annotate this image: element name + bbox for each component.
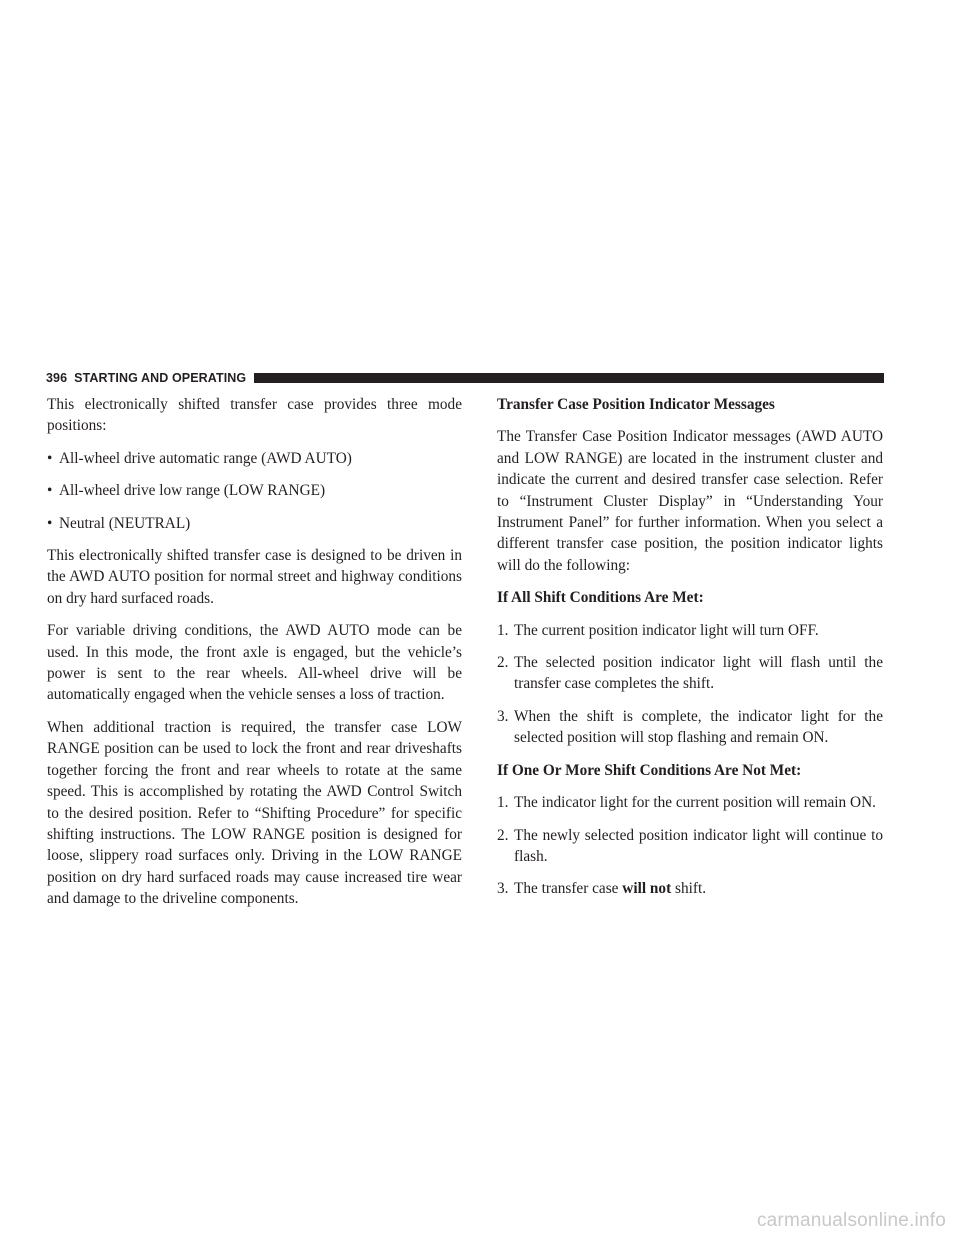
bullet-item (47, 480, 462, 501)
bullet-icon: • (47, 514, 53, 532)
bullet-item (47, 448, 462, 469)
step-number: 2. (497, 826, 509, 844)
site-watermark: carmanualsonline.info (756, 1210, 946, 1231)
step-item (497, 706, 883, 749)
step-number: 3. (497, 707, 509, 725)
step-number: 1. (497, 621, 509, 639)
page-header (46, 369, 884, 387)
step-text-start: The transfer case (514, 880, 623, 898)
bullet-text: All-wheel drive low range (LOW RANGE) (59, 482, 326, 500)
step-item (497, 825, 883, 868)
intro-paragraph: The Transfer Case Position Indicator messages (AWD AUTO and LOW RANGE) are located in the instrument cluster and indicate the current and desired transfer case selection. Refer to “Instrument Cluster Display” in “Understanding Your Instrument Panel” for further information. When you select a different transfer case position, the position indicator lights will do the following: (497, 428, 883, 574)
conditions-not-met-heading: If One Or More Shift Conditions Are Not Met: (497, 761, 802, 779)
section-title: STARTING AND OPERATING (74, 371, 247, 385)
step-number: 3. (497, 880, 509, 898)
step-text (514, 878, 883, 899)
conditions-met-heading: If All Shift Conditions Are Met: (497, 589, 704, 607)
step-text-emphasis: will not (622, 880, 672, 898)
step-text: The indicator light for the current position will remain ON. (514, 794, 876, 812)
step-text: The selected position indicator light will flash until the transfer case completes the shift. (514, 654, 883, 693)
step-item (497, 878, 883, 899)
step-item (497, 620, 883, 641)
step-item (497, 792, 883, 813)
bullet-text: All-wheel drive automatic range (AWD AUTO) (59, 449, 352, 467)
step-number: 1. (497, 794, 509, 812)
bullet-icon: • (47, 449, 53, 467)
bullet-icon: • (47, 482, 53, 500)
page-number: 396 (46, 371, 68, 385)
step-text-end: shift. (671, 880, 707, 898)
header-rule (254, 373, 884, 383)
step-item (497, 652, 883, 695)
left-column (47, 394, 462, 921)
step-text: The newly selected position indicator light will continue to flash. (514, 826, 883, 865)
bullet-text: Neutral (NEUTRAL) (59, 514, 191, 532)
step-text: When the shift is complete, the indicator light for the selected position will stop flashing and remain ON. (514, 707, 883, 747)
intro-paragraph: This electronically shifted transfer case provides three mode positions: (47, 396, 462, 435)
body-paragraph: For variable driving conditions, the AWD AUTO mode can be used. In this mode, the front axle is engaged, but the vehicle’s power is sent to the rear wheels. All-wheel drive will be automatically engaged when the vehicle senses a loss of traction. (47, 622, 462, 704)
right-column (497, 394, 883, 911)
body-paragraph: This electronically shifted transfer case is designed to be driven in the AWD AUTO position for normal street and highway conditions on dry hard surfaced roads. (47, 547, 462, 607)
body-paragraph: When additional traction is required, the transfer case LOW RANGE position can be used to lock the front and rear driveshafts together forcing the front and rear wheels to rotate at the same speed. This is accomplished by rotating the AWD Control Switch to the desired position. Refer to “Shifting Procedure” for specific shifting instructions. The LOW RANGE position is designed for loose, slippery road surfaces only. Driving in the LOW RANGE position on dry hard surfaced roads may cause increased tire wear and damage to the driveline components. (47, 718, 462, 908)
step-number: 2. (497, 654, 509, 672)
section-heading: Transfer Case Position Indicator Messages (497, 396, 775, 413)
step-text: The current position indicator light will turn OFF. (514, 621, 819, 639)
bullet-item (47, 513, 462, 534)
